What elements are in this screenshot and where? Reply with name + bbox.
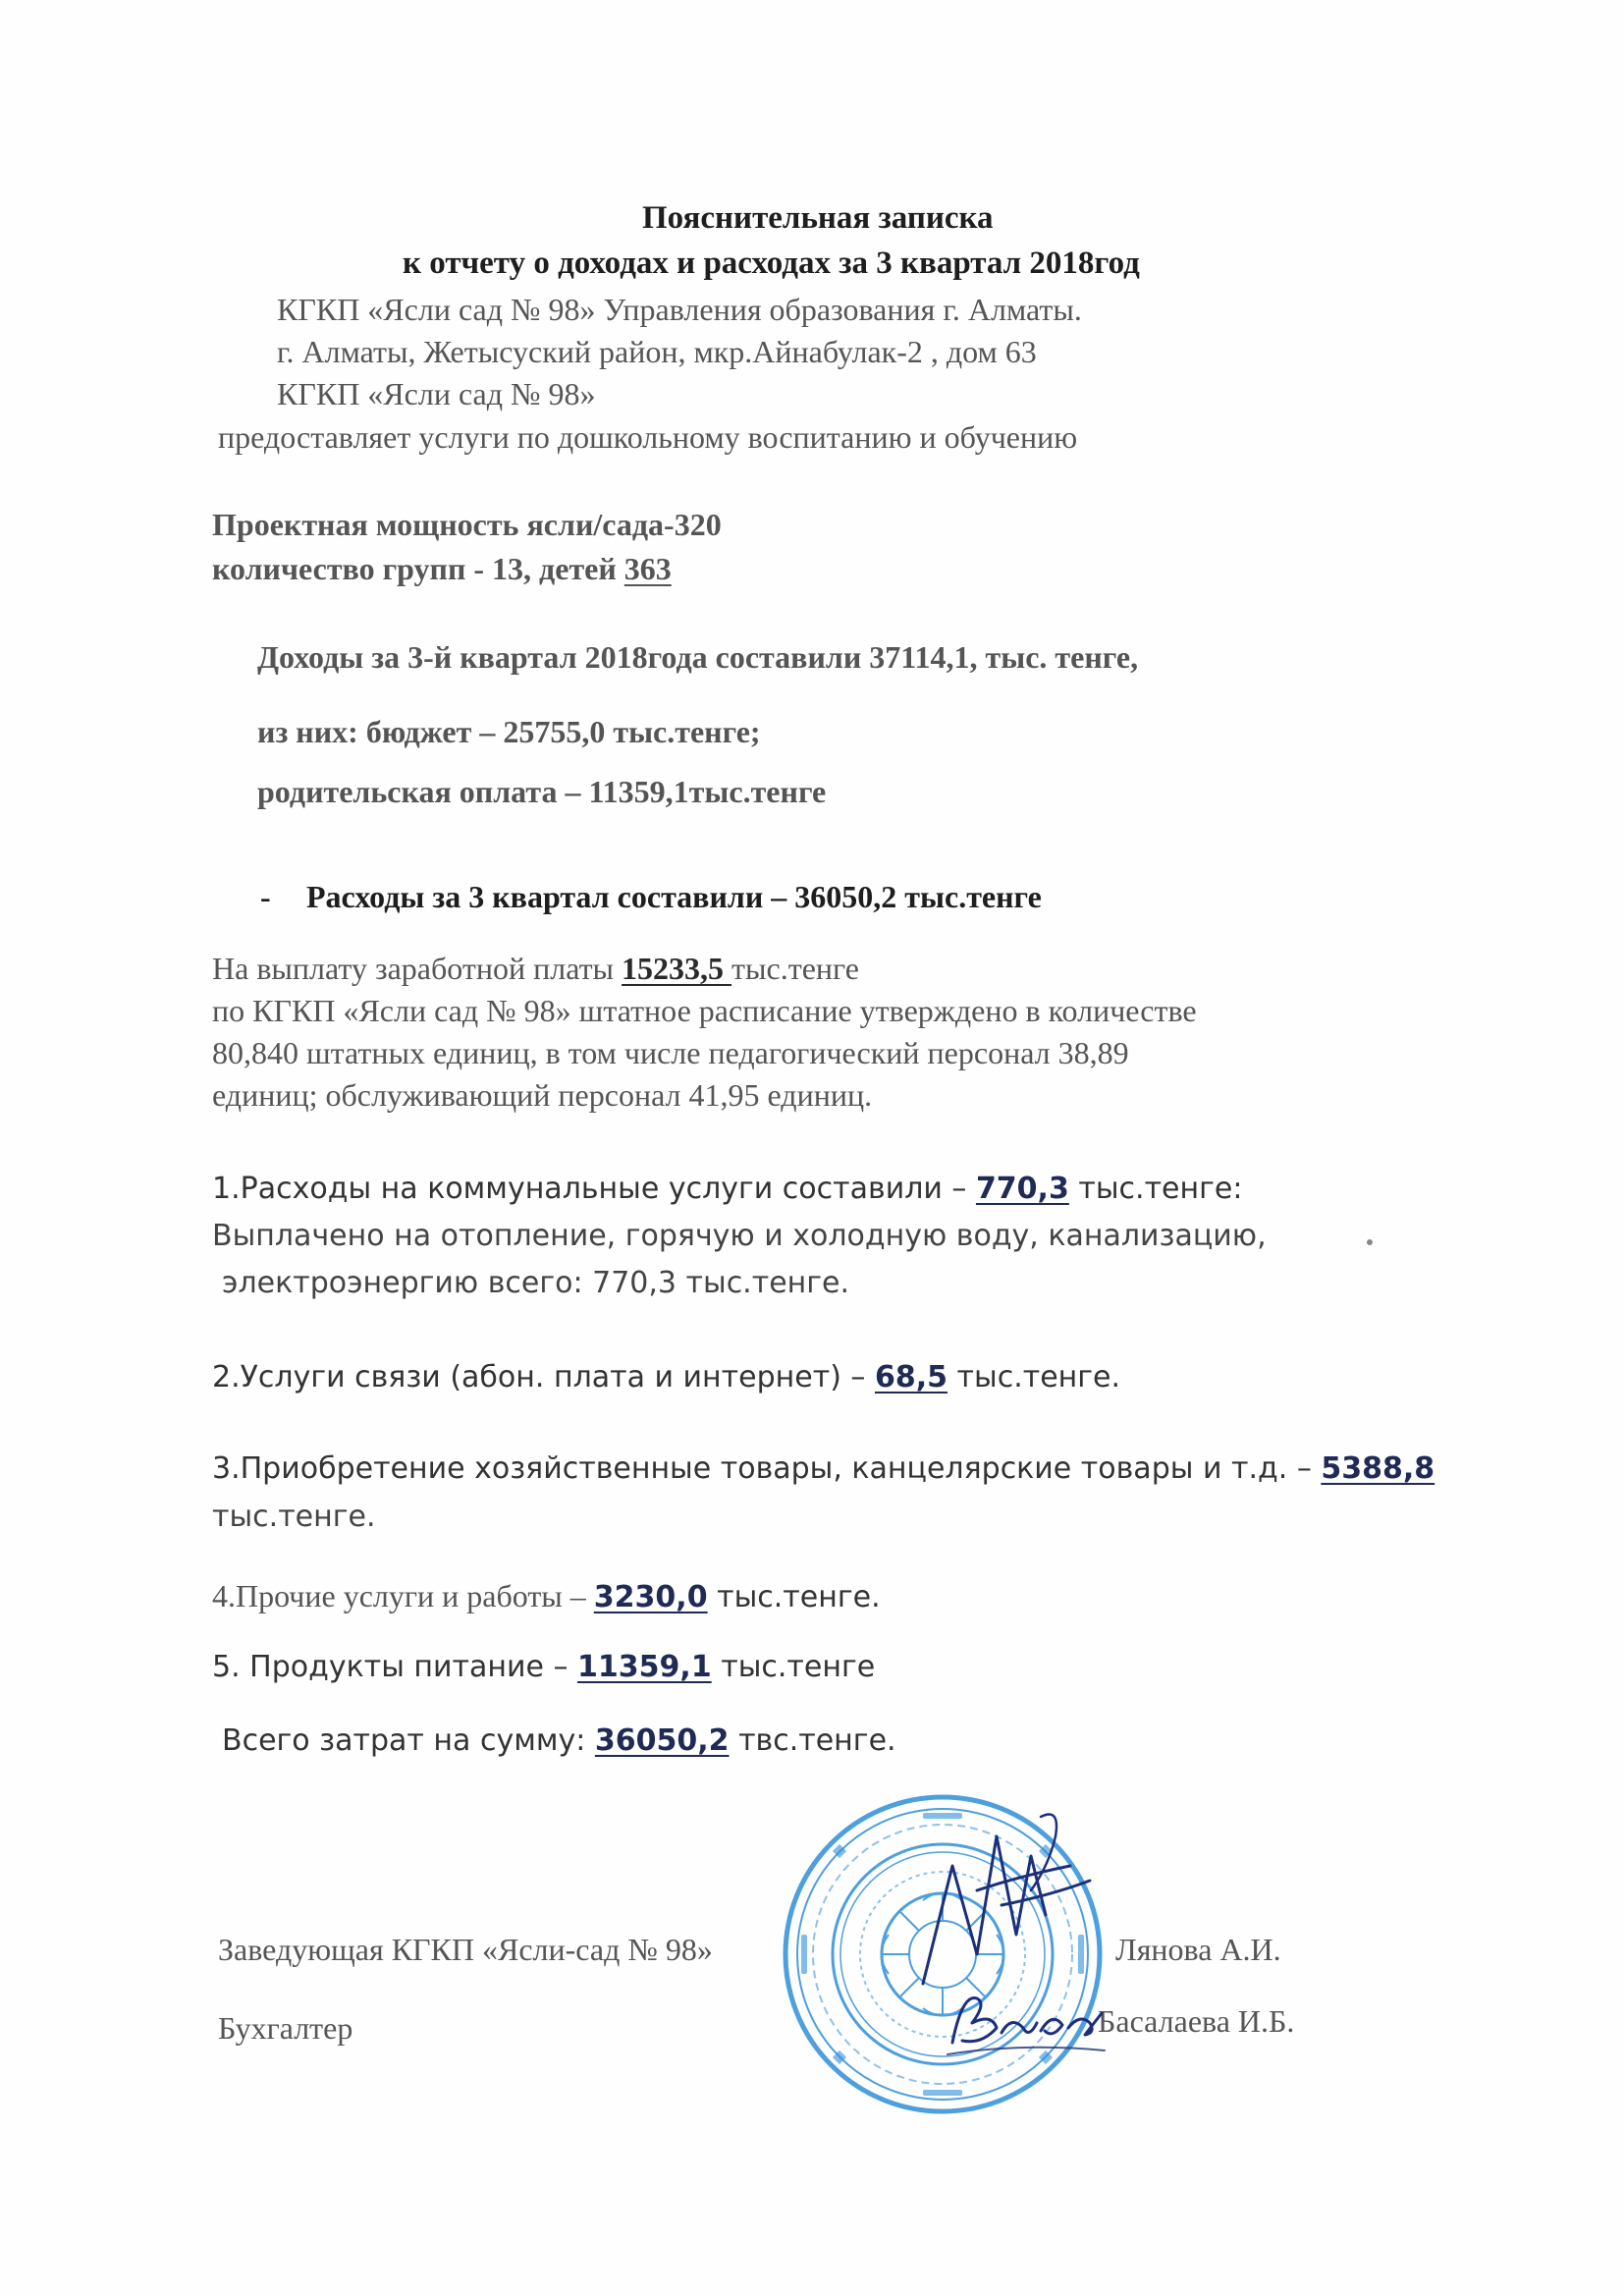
expenses-grand-total <box>222 1723 896 1758</box>
item-5-value: 11359,1 <box>577 1650 712 1684</box>
org-short-line: КГКП «Ясли сад № 98» <box>277 376 596 411</box>
director-name: Лянова А.И. <box>1115 1932 1281 1967</box>
item-2-line <box>212 1360 1120 1394</box>
item-3-line-2: тыс.тенге. <box>212 1500 376 1534</box>
staff-line-3: единиц; обслуживающий персонал 41,95 единиц. <box>212 1077 873 1113</box>
item-1-line-1 <box>212 1172 1242 1206</box>
item-4-prefix: 4.Прочие услуги и работы – <box>212 1578 594 1613</box>
accountant-title: Бухгалтер <box>218 2010 353 2046</box>
groups-prefix: количество групп - 13, детей <box>212 551 624 586</box>
item-2-suffix: тыс.тенге. <box>947 1360 1121 1394</box>
item-1-line-2: Выплачено на отопление, горячую и холодную воду, канализацию, <box>212 1219 1267 1253</box>
org-line: КГКП «Ясли сад № 98» Управления образования г. Алматы. <box>277 292 1082 327</box>
grand-total-suffix: твс.тенге. <box>729 1723 896 1758</box>
children-count: 363 <box>623 551 672 586</box>
item-3-value: 5388,8 <box>1321 1451 1435 1486</box>
staff-line-1: по КГКП «Ясли сад № 98» штатное расписание утверждено в количестве <box>212 993 1197 1028</box>
expenses-dash: - <box>260 879 271 914</box>
salary-line <box>212 951 859 987</box>
item-5-line <box>212 1650 875 1684</box>
groups-line <box>212 551 672 587</box>
salary-value: 15233,5 <box>622 951 732 986</box>
grand-total-prefix: Всего затрат на сумму: <box>222 1723 595 1758</box>
income-total: Доходы за 3-й квартал 2018года составили 37114,1, тыс. тенге, <box>257 639 1139 675</box>
item-2-value: 68,5 <box>874 1360 948 1394</box>
director-signature-icon <box>884 1797 1119 1994</box>
income-budget: из них: бюджет – 25755,0 тыс.тенге; <box>257 714 761 749</box>
salary-prefix: На выплату заработной платы <box>212 951 623 986</box>
accountant-name: Басалаева И.Б. <box>1098 2003 1295 2039</box>
document-subtitle: к отчету о доходах и расходах за 3 квартал 2018год <box>403 246 1140 281</box>
item-4-suffix: тыс.тенге. <box>707 1580 881 1614</box>
item-1-line-3: электроэнергию всего: 770,3 тыс.тенге. <box>222 1266 850 1300</box>
staff-line-2: 80,840 штатных единиц, в том числе педагогический персонал 38,89 <box>212 1035 1129 1070</box>
salary-suffix: тыс.тенге <box>731 951 859 986</box>
item-3-prefix: 3.Приобретение хозяйственные товары, канцелярские товары и т.д. – <box>212 1451 1322 1486</box>
design-capacity: Проектная мощность ясли/сада-320 <box>212 507 722 542</box>
grand-total-value: 36050,2 <box>594 1723 730 1758</box>
item-4-line <box>212 1578 881 1614</box>
accountant-signature-icon <box>943 1974 1110 2062</box>
item-4-value: 3230,0 <box>593 1580 708 1614</box>
services-line: предоставляет услуги по дошкольному воспитанию и обучению <box>218 419 1078 455</box>
item-1-prefix: 1.Расходы на коммунальные услуги составили – <box>212 1172 976 1206</box>
item-2-prefix: 2.Услуги связи (абон. плата и интернет) – <box>212 1360 875 1394</box>
expenses-total: Расходы за 3 квартал составили – 36050,2 тыс.тенге <box>306 879 1042 914</box>
item-1-suffix: тыс.тенге: <box>1068 1172 1243 1206</box>
address-line: г. Алматы, Жетысуский район, мкр.Айнабулак-2 , дом 63 <box>277 334 1037 369</box>
item-3-line-1 <box>212 1451 1435 1486</box>
item-5-suffix: тыс.тенге <box>711 1650 876 1684</box>
item-1-value: 770,3 <box>975 1172 1069 1206</box>
income-parents: родительская оплата – 11359,1тыс.тенге <box>257 774 827 809</box>
director-title: Заведующая КГКП «Ясли-сад № 98» <box>218 1932 713 1967</box>
item-5-prefix: 5. Продукты питание – <box>212 1650 578 1684</box>
scan-speck <box>1367 1239 1373 1245</box>
document-title: Пояснительная записка <box>642 200 994 236</box>
